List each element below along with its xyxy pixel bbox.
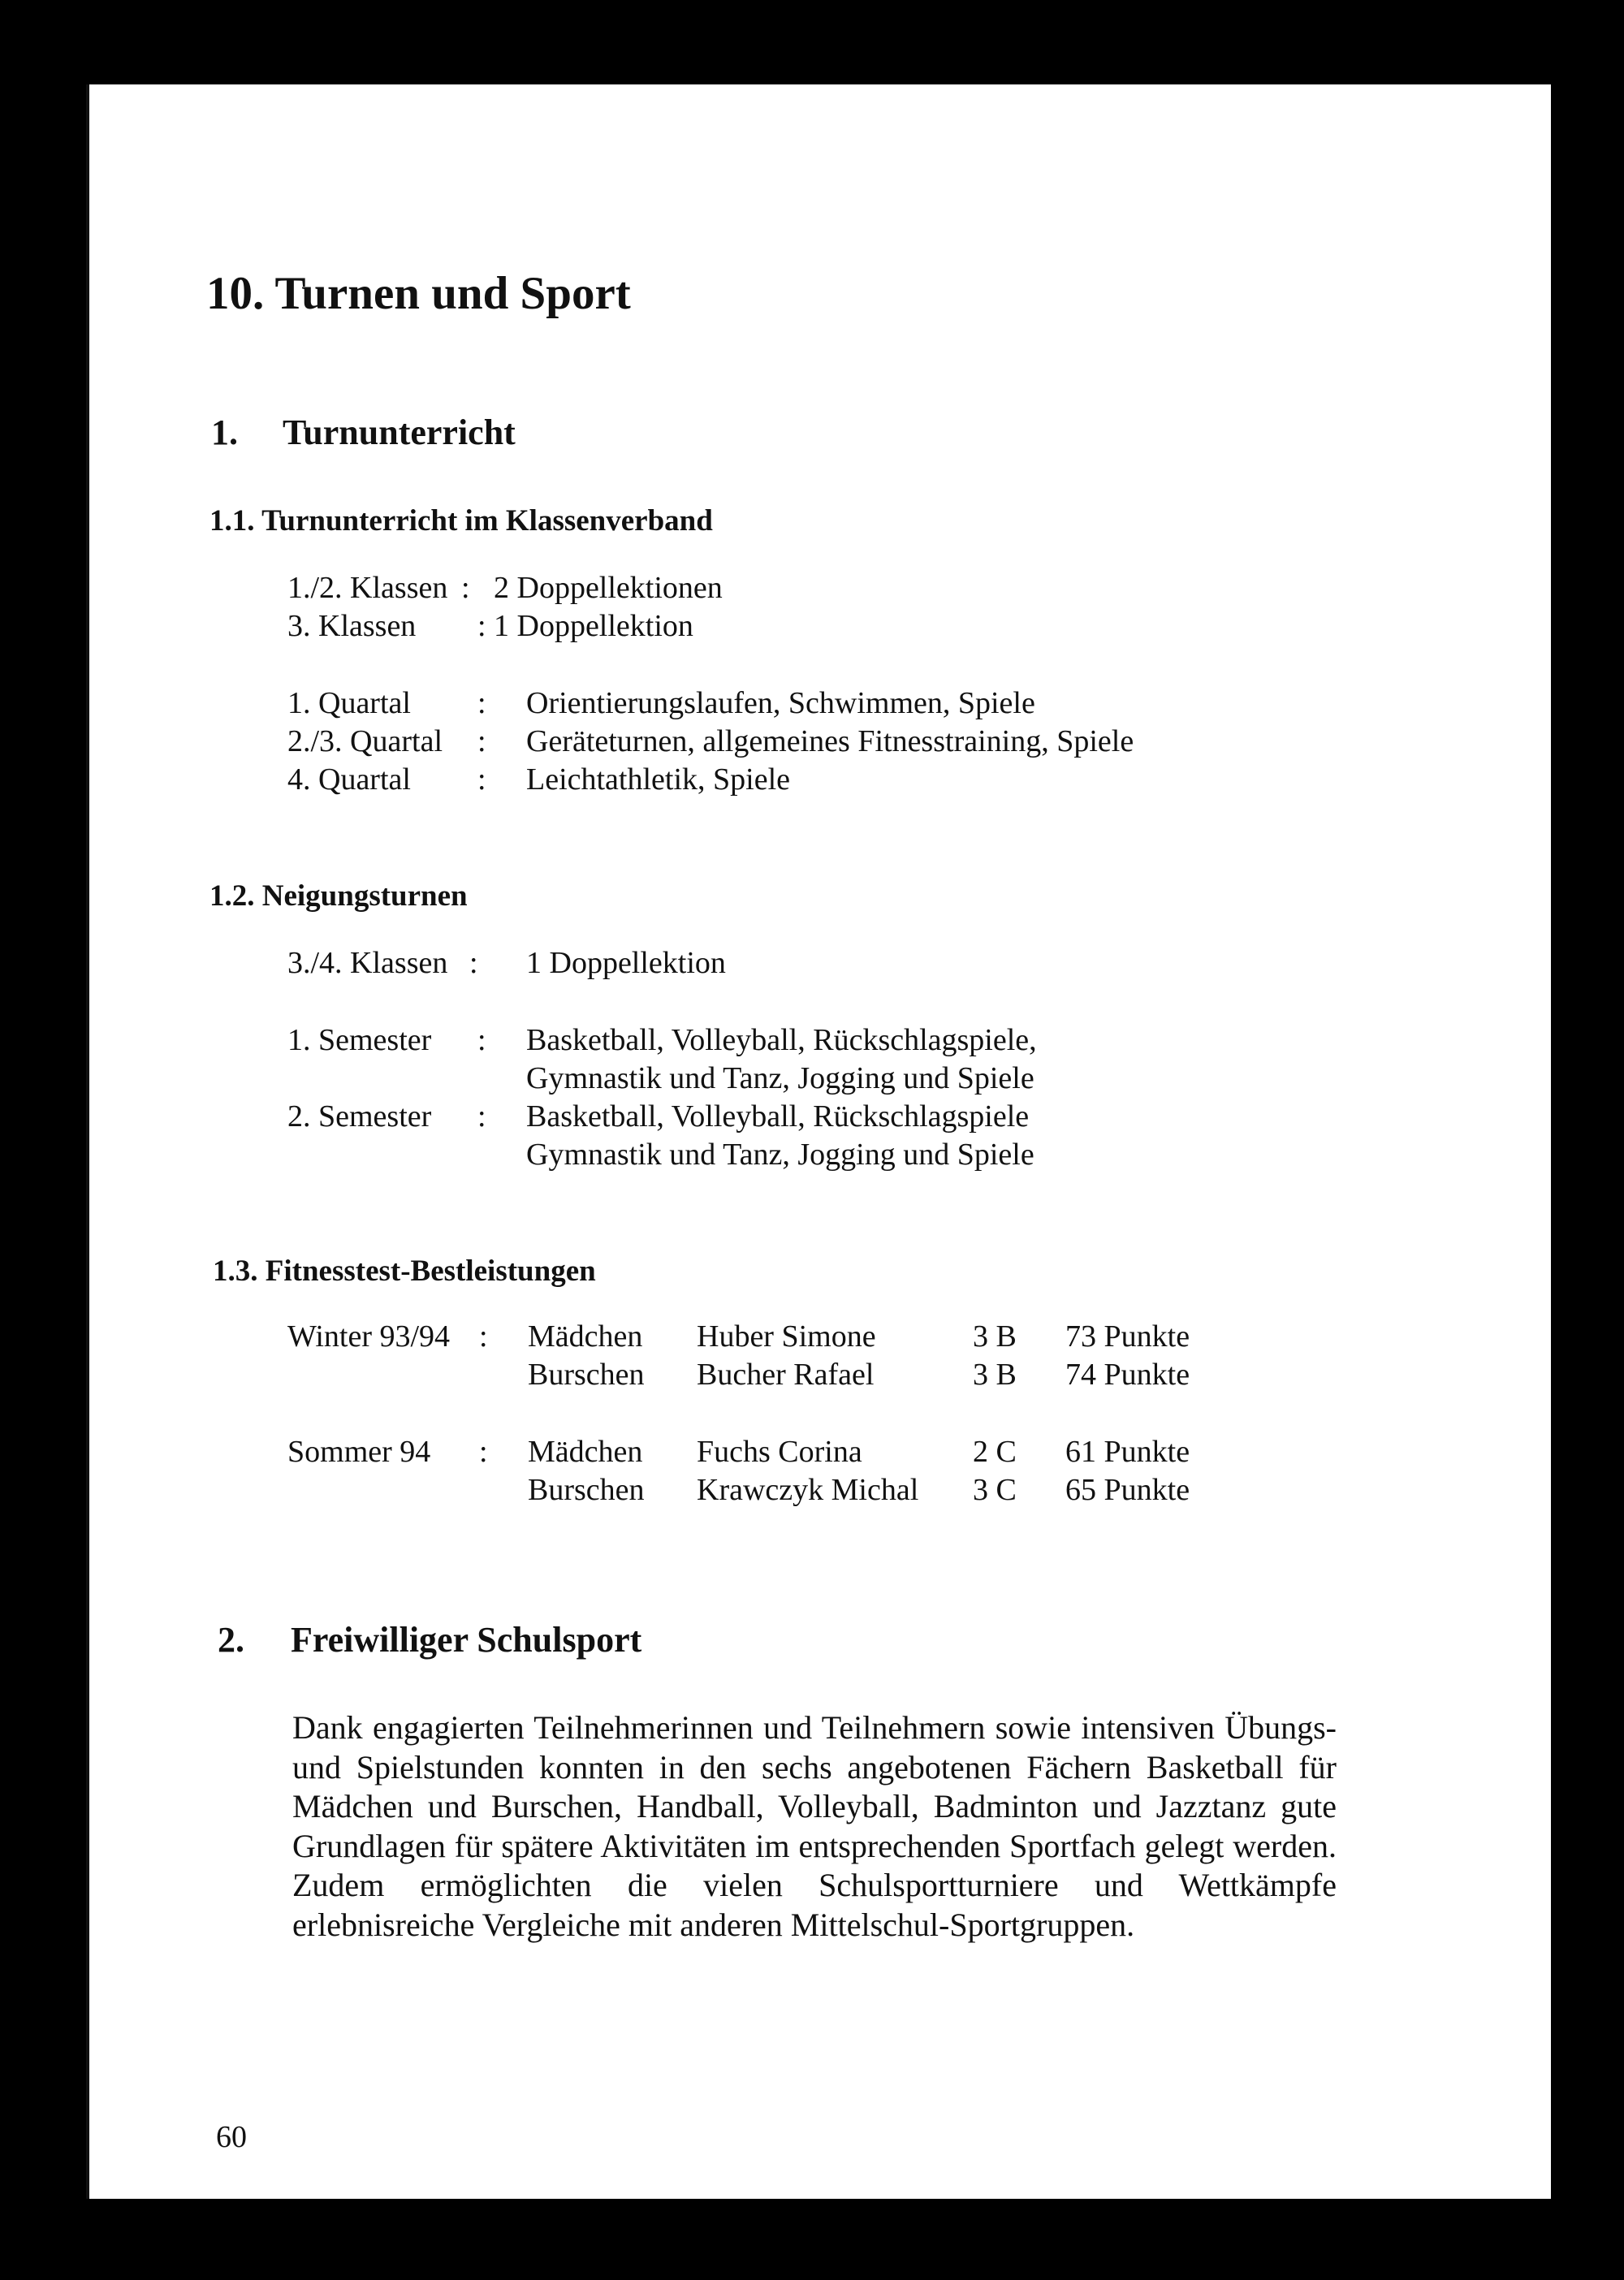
hours-label: 3. Klassen — [287, 609, 417, 643]
result-group: Mädchen — [528, 1435, 643, 1469]
quarter-label: 1. Quartal — [287, 686, 411, 720]
result-class: 2 C — [973, 1435, 1017, 1469]
result-name: Krawczyk Michal — [697, 1473, 919, 1507]
quarter-value: Geräteturnen, allgemeines Fitnesstraining, Spiele — [526, 724, 1134, 758]
section-1-title: Turnunterricht — [283, 412, 516, 452]
hours-separator: : — [461, 571, 470, 605]
period-separator: : — [479, 1435, 488, 1469]
section-2-number: 2. — [218, 1620, 244, 1660]
result-name: Bucher Rafael — [697, 1358, 875, 1392]
result-name: Huber Simone — [697, 1319, 876, 1354]
result-group: Burschen — [528, 1473, 645, 1507]
hours-separator: : — [469, 946, 478, 980]
quarter-separator: : — [477, 686, 486, 720]
semester-value-line: Basketball, Volleyball, Rückschlagspiele — [526, 1099, 1030, 1134]
result-group: Burschen — [528, 1358, 645, 1392]
result-class: 3 C — [973, 1473, 1017, 1507]
result-name: Fuchs Corina — [697, 1435, 862, 1469]
semester-value-line: Gymnastik und Tanz, Jogging und Spiele — [526, 1061, 1034, 1095]
result-class: 3 B — [973, 1358, 1017, 1392]
semester-label: 2. Semester — [287, 1099, 432, 1134]
result-class: 3 B — [973, 1319, 1017, 1354]
semester-separator: : — [477, 1099, 486, 1134]
section-2-paragraph: Dank engagierten Teilnehmerinnen und Teilnehmern sowie intensiven Übungs- und Spielstunden konnten in den sechs angebotenen Fächern Basketball für Mädchen und Burschen, Handball, Volleyball, Badminton und Jazztanz gute Grundlagen für spätere Aktivitäten im entsprechenden Sportfach gelegt werden. Zudem ermöglichten die vielen Schulsportturniere und Wettkämpfe erlebnisreiche Vergleiche mit anderen Mittelschul-Sportgruppen. — [292, 1709, 1337, 1943]
hours-value: 1 Doppellektion — [494, 609, 693, 643]
result-points: 74 Punkte — [1065, 1358, 1190, 1392]
semester-separator: : — [477, 1023, 486, 1057]
quarter-value: Orientierungslaufen, Schwimmen, Spiele — [526, 686, 1035, 720]
quarter-label: 2./3. Quartal — [287, 724, 443, 758]
subsection-1-2-heading: 1.2. Neigungsturnen — [209, 879, 468, 913]
section-2-title: Freiwilliger Schulsport — [291, 1620, 642, 1660]
result-points: 61 Punkte — [1065, 1435, 1190, 1469]
result-points: 73 Punkte — [1065, 1319, 1190, 1354]
document-page — [86, 84, 1551, 2199]
period-label: Sommer 94 — [287, 1435, 431, 1469]
semester-value-line: Gymnastik und Tanz, Jogging und Spiele — [526, 1138, 1034, 1172]
semester-label: 1. Semester — [287, 1023, 432, 1057]
result-group: Mädchen — [528, 1319, 643, 1354]
period-label: Winter 93/94 — [287, 1319, 451, 1354]
hours-value: 1 Doppellektion — [526, 946, 726, 980]
hours-separator: : — [477, 609, 486, 643]
page-number: 60 — [216, 2120, 247, 2154]
quarter-value: Leichtathletik, Spiele — [526, 762, 791, 797]
subsection-1-1-heading: 1.1. Turnunterricht im Klassenverband — [209, 504, 713, 538]
hours-label: 3./4. Klassen — [287, 946, 448, 980]
hours-label: 1./2. Klassen — [287, 571, 448, 605]
quarter-separator: : — [477, 724, 486, 758]
quarter-label: 4. Quartal — [287, 762, 411, 797]
quarter-separator: : — [477, 762, 486, 797]
chapter-title: 10. Turnen und Sport — [206, 268, 631, 319]
section-1-number: 1. — [211, 412, 238, 452]
hours-value: 2 Doppellektionen — [494, 571, 723, 605]
period-separator: : — [479, 1319, 488, 1354]
semester-value-line: Basketball, Volleyball, Rückschlagspiele, — [526, 1023, 1037, 1057]
subsection-1-3-heading: 1.3. Fitnesstest-Bestleistungen — [213, 1254, 596, 1288]
result-points: 65 Punkte — [1065, 1473, 1190, 1507]
